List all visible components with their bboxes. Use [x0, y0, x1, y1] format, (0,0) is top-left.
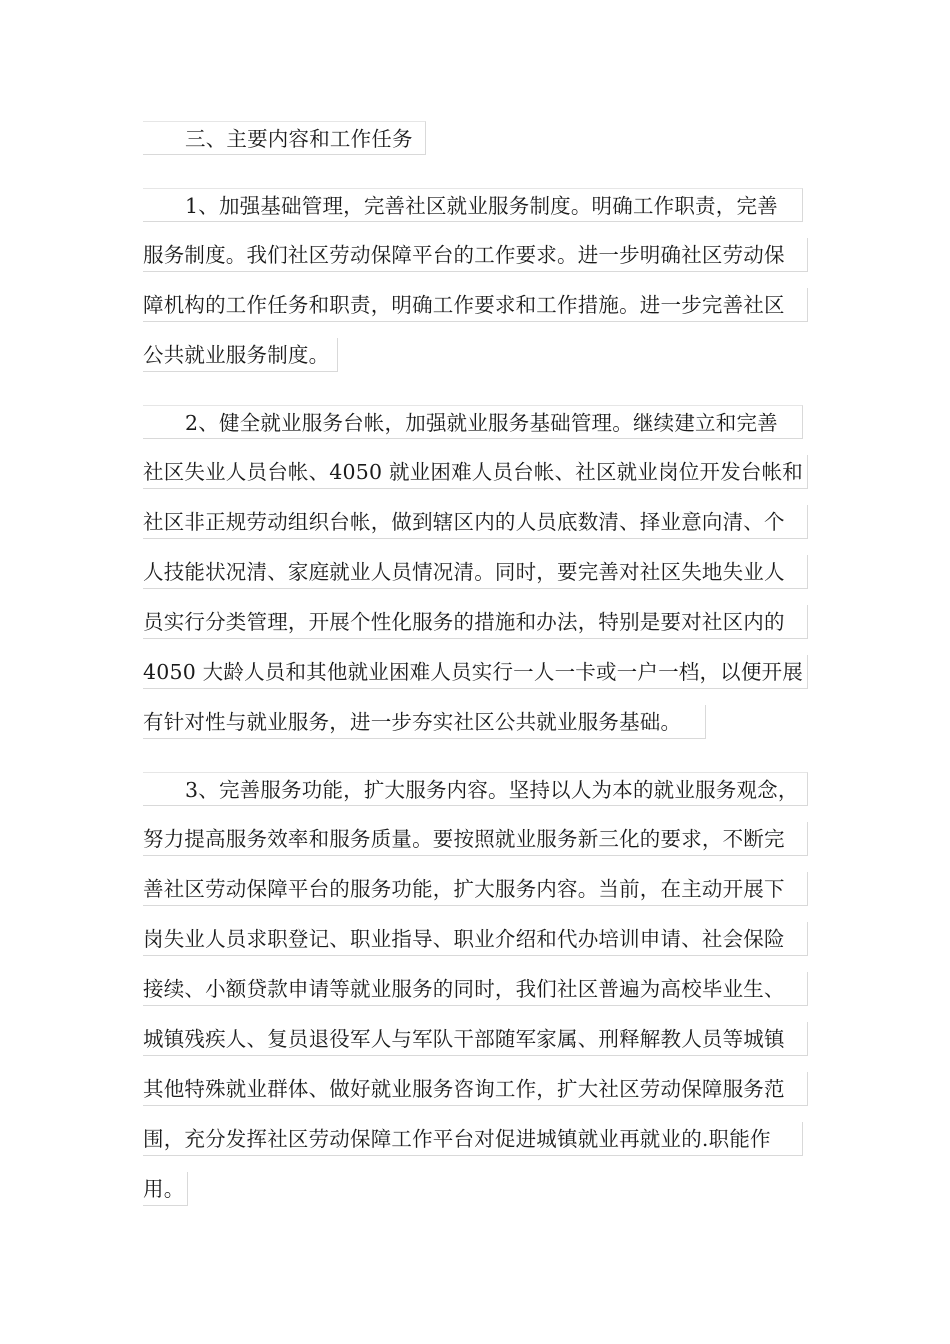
paragraph-2-line-6: 4050 大龄人员和其他就业困难人员实行一人一卡或一户一档，以便开展 — [143, 655, 808, 689]
paragraph-1-line-4: 公共就业服务制度。 — [143, 338, 338, 372]
paragraph-3-line-3: 善社区劳动保障平台的服务功能，扩大服务内容。当前，在主动开展下 — [143, 872, 808, 906]
paragraph-3-line-9: 用。 — [143, 1172, 188, 1206]
paragraph-2-line-1: 2、健全就业服务台帐，加强就业服务基础管理。继续建立和完善 — [143, 405, 803, 439]
paragraph-3-line-7: 其他特殊就业群体、做好就业服务咨询工作，扩大社区劳动保障服务范 — [143, 1072, 808, 1106]
paragraph-2-line-2: 社区失业人员台帐、4050 就业困难人员台帐、社区就业岗位开发台帐和 — [143, 455, 808, 489]
paragraph-3-line-5: 接续、小额贷款申请等就业服务的同时，我们社区普遍为高校毕业生、 — [143, 972, 808, 1006]
paragraph-1-line-2: 服务制度。我们社区劳动保障平台的工作要求。进一步明确社区劳动保 — [143, 238, 808, 272]
paragraph-1-line-3: 障机构的工作任务和职责，明确工作要求和工作措施。进一步完善社区 — [143, 288, 808, 322]
paragraph-2-line-3: 社区非正规劳动组织台帐，做到辖区内的人员底数清、择业意向清、个 — [143, 505, 808, 539]
paragraph-3-line-8: 围，充分发挥社区劳动保障工作平台对促进城镇就业再就业的.职能作 — [143, 1122, 803, 1156]
paragraph-2-line-7: 有针对性与就业服务，进一步夯实社区公共就业服务基础。 — [143, 705, 706, 739]
section-heading: 三、主要内容和工作任务 — [143, 121, 426, 155]
paragraph-3-line-4: 岗失业人员求职登记、职业指导、职业介绍和代办培训申请、社会保险 — [143, 922, 808, 956]
paragraph-3-line-6: 城镇残疾人、复员退役军人与军队干部随军家属、刑释解教人员等城镇 — [143, 1022, 808, 1056]
paragraph-2-line-4: 人技能状况清、家庭就业人员情况清。同时，要完善对社区失地失业人 — [143, 555, 808, 589]
paragraph-3-line-2: 努力提高服务效率和服务质量。要按照就业服务新三化的要求，不断完 — [143, 822, 808, 856]
paragraph-2-line-5: 员实行分类管理，开展个性化服务的措施和办法，特别是要对社区内的 — [143, 605, 808, 639]
paragraph-1-line-1: 1、加强基础管理，完善社区就业服务制度。明确工作职责，完善 — [143, 188, 803, 222]
paragraph-3-line-1: 3、完善服务功能，扩大服务内容。坚持以人为本的就业服务观念， — [143, 772, 808, 806]
